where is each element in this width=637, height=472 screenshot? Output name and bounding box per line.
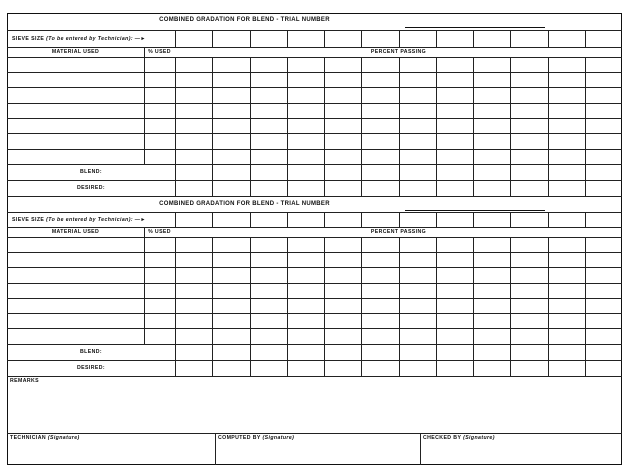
col-line [548, 237, 549, 376]
col-line [144, 47, 145, 164]
col-line [212, 212, 213, 227]
col-line [436, 212, 437, 227]
divider [7, 227, 622, 228]
divider [7, 237, 622, 238]
remarks-field[interactable] [8, 385, 620, 432]
col-line [287, 30, 288, 47]
col-line [175, 30, 176, 47]
col-line [399, 57, 400, 196]
col-line [585, 30, 586, 47]
blend-label-2: BLEND: [80, 349, 102, 355]
col-line [585, 237, 586, 376]
col-line [436, 57, 437, 196]
pct-used-header-2: % USED [148, 229, 171, 235]
divider [7, 57, 622, 58]
checked-by-label: CHECKED BY (Signature) [423, 435, 495, 441]
col-line [250, 57, 251, 196]
row-line [7, 87, 622, 88]
material-used-header-1: MATERIAL USED [51, 49, 100, 55]
col-line [212, 30, 213, 47]
desired-label-2: DESIRED: [77, 365, 105, 371]
col-line [250, 30, 251, 47]
row-line [7, 164, 622, 165]
col-line [510, 57, 511, 196]
col-line [250, 212, 251, 227]
row-line [7, 103, 622, 104]
col-line [175, 57, 176, 196]
desired-label-1: DESIRED: [77, 185, 105, 191]
col-line [510, 212, 511, 227]
checked-by-signature-field[interactable] [420, 433, 622, 465]
remarks-label: REMARKS [10, 378, 40, 384]
percent-passing-header-2: PERCENT PASSING [370, 229, 427, 235]
row-line [7, 283, 622, 284]
technician-label: TECHNICIAN (Signature) [10, 435, 80, 441]
col-line [436, 30, 437, 47]
col-line [287, 212, 288, 227]
computed-by-signature-field[interactable] [215, 433, 420, 465]
divider [7, 30, 622, 31]
col-line [324, 237, 325, 376]
percent-passing-header-1: PERCENT PASSING [370, 49, 427, 55]
col-line [510, 237, 511, 376]
row-line [7, 298, 622, 299]
col-line [324, 57, 325, 196]
row-line [7, 149, 622, 150]
col-line [361, 212, 362, 227]
divider [7, 212, 622, 213]
col-line [473, 30, 474, 47]
row-line [7, 328, 622, 329]
row-line [7, 72, 622, 73]
col-line [361, 57, 362, 196]
col-line [250, 237, 251, 376]
row-line [7, 252, 622, 253]
col-line [510, 30, 511, 47]
pct-used-header-1: % USED [148, 49, 171, 55]
col-line [287, 57, 288, 196]
sieve-size-label-2: SIEVE SIZE (To be entered by Technician): —► [12, 217, 146, 223]
row-line [7, 313, 622, 314]
col-line [287, 237, 288, 376]
col-line [324, 212, 325, 227]
col-line [175, 212, 176, 227]
col-line [585, 57, 586, 196]
col-line [473, 57, 474, 196]
divider [7, 376, 622, 377]
blend-label-1: BLEND: [80, 169, 102, 175]
sieve-size-label-1: SIEVE SIZE (To be entered by Technician): —► [12, 36, 146, 42]
col-line [324, 30, 325, 47]
col-line [361, 237, 362, 376]
material-used-header-2: MATERIAL USED [51, 229, 100, 235]
divider [7, 47, 622, 48]
row-line [7, 118, 622, 119]
computed-by-label: COMPUTED BY (Signature) [218, 435, 295, 441]
col-line [436, 237, 437, 376]
col-line [212, 57, 213, 196]
technician-signature-field[interactable] [7, 433, 215, 465]
col-line [399, 212, 400, 227]
row-line [7, 180, 622, 181]
col-line [548, 57, 549, 196]
col-line [175, 237, 176, 376]
col-line [144, 227, 145, 344]
table-1-title: COMBINED GRADATION FOR BLEND - TRIAL NUMBER [159, 17, 330, 23]
col-line [548, 212, 549, 227]
col-line [399, 237, 400, 376]
row-line [7, 267, 622, 268]
col-line [399, 30, 400, 47]
col-line [585, 212, 586, 227]
row-line [7, 360, 622, 361]
row-line [7, 344, 622, 345]
divider [7, 196, 622, 197]
col-line [361, 30, 362, 47]
col-line [212, 237, 213, 376]
trial-number-field-2[interactable] [405, 210, 545, 211]
col-line [548, 30, 549, 47]
col-line [473, 237, 474, 376]
row-line [7, 133, 622, 134]
col-line [473, 212, 474, 227]
table-2-title: COMBINED GRADATION FOR BLEND - TRIAL NUMBER [159, 201, 330, 207]
trial-number-field-1[interactable] [405, 27, 545, 28]
